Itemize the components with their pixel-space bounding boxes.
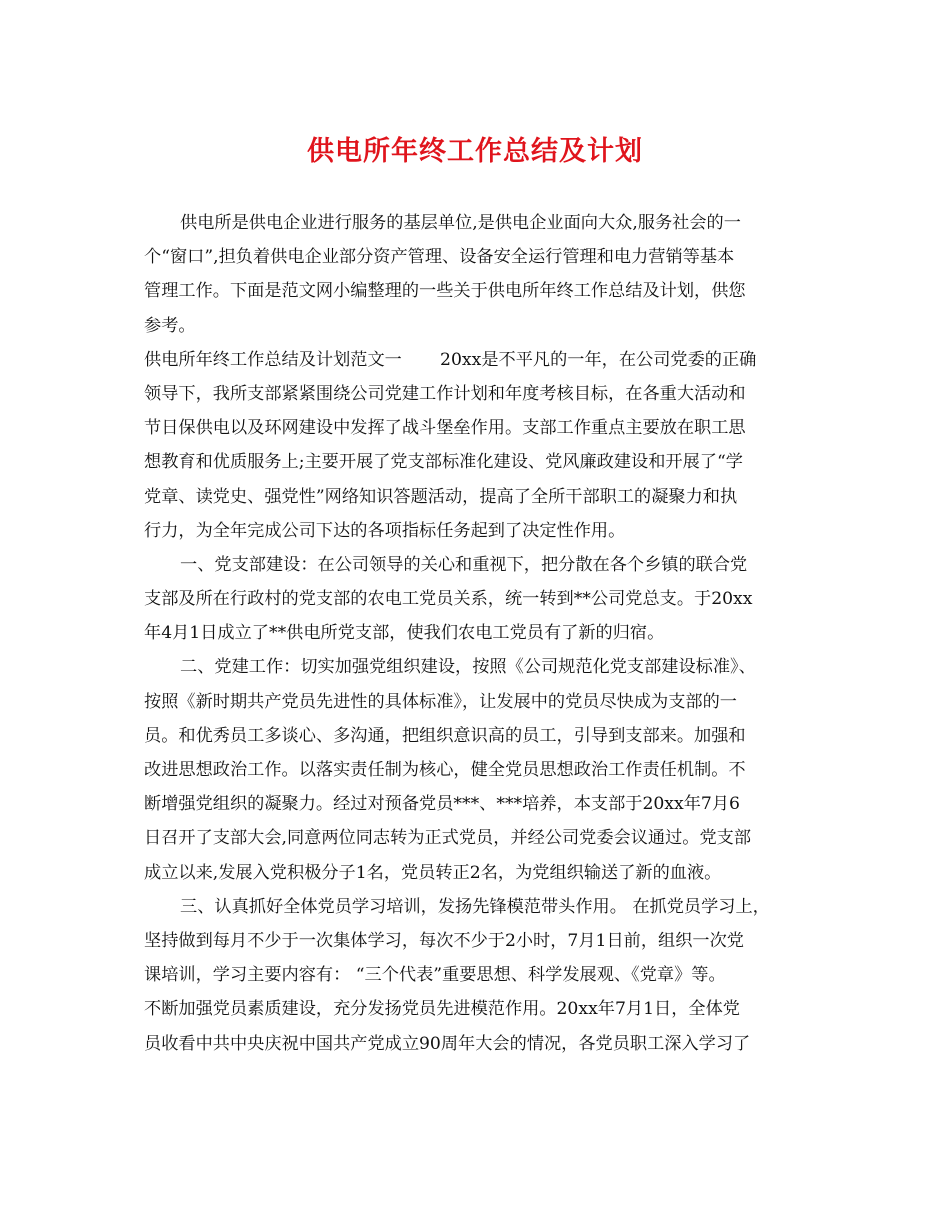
paragraph-line: 断增强党组织的凝聚力。经过对预备党员***、***培养，本支部于20xx年7月6 (144, 794, 740, 815)
paragraph-line: 领导下，我所支部紧紧围绕公司党建工作计划和年度考核目标，在各重大活动和 (144, 383, 746, 404)
paragraph-line: 不断加强党员素质建设，充分发扬党员先进模范作用。20xx年7月1日，全体党 (144, 999, 740, 1020)
paragraph-line: 个“窗口”,担负着供电企业部分资产管理、设备安全运行管理和电力营销等基本 (144, 247, 735, 268)
paragraph-line: 改进思想政治工作。以落实责任制为核心，健全党员思想政治工作责任机制。不 (144, 760, 746, 780)
paragraph-line: 供电所年终工作总结及计划范文一 20xx是不平凡的一年，在公司党委的正确 (144, 349, 757, 370)
paragraph-line: 课培训，学习主要内容有： “三个代表”重要思想、科学发展观、《党章》等。 (144, 965, 726, 986)
paragraph-line: 供电所是供电企业进行服务的基层单位,是供电企业面向大众,服务社会的一 (180, 213, 741, 233)
paragraph-line: 员收看中共中央庆祝中国共产党成立90周年大会的情况，各党员职工深入学习了 (144, 1033, 751, 1054)
paragraph-line: 按照《新时期共产党员先进性的具体标准》，让发展中的党员尽快成为支部的一 (144, 691, 737, 712)
paragraph-line: 参考。 (144, 315, 196, 336)
paragraph-line: 行力，为全年完成公司下达的各项指标任务起到了决定性作用。 (144, 520, 626, 541)
paragraph-line: 一、党支部建设：在公司领导的关心和重视下，把分散在各个乡镇的联合党 (180, 554, 748, 575)
paragraph-line: 想教育和优质服务上;主要开展了党支部标准化建设、党风廉政建设和开展了“学 (144, 452, 743, 473)
document-body (144, 206, 812, 1061)
paragraph-line: 坚持做到每月不少于一次集体学习，每次不少于2小时，7月1日前，组织一次党 (144, 930, 744, 951)
paragraph-line: 年4月1日成立了**供电所党支部，使我们农电工党员有了新的归宿。 (144, 623, 665, 644)
paragraph-line: 管理工作。下面是范文网小编整理的一些关于供电所年终工作总结及计划，供您 (144, 281, 746, 302)
paragraph-line: 成立以来,发展入党积极分子1名，党员转正2名，为党组织输送了新的血液。 (144, 862, 722, 883)
paragraph-line: 党章、读党史、强党性”网络知识答题活动，提高了全所干部职工的凝聚力和执 (144, 486, 738, 507)
paragraph-line: 三、认真抓好全体党员学习培训，发扬先锋模范带头作用。 在抓党员学习上， (180, 896, 770, 917)
paragraph-line: 员。和优秀员工多谈心、多沟通，把组织意识高的员工，引导到支部来。加强和 (144, 725, 746, 746)
paragraph-line: 二、党建工作：切实加强党组织建设，按照《公司规范化党支部建设标准》、 (180, 657, 756, 678)
document-title: 供电所年终工作总结及计划 (307, 136, 643, 167)
paragraph-line: 日召开了支部大会,同意两位同志转为正式党员，并经公司党委会议通过。党支部 (144, 828, 752, 849)
paragraph-line: 节日保供电以及环网建设中发挥了战斗堡垒作用。支部工作重点主要放在职工思 (144, 418, 746, 439)
paragraph-line: 支部及所在行政村的党支部的农电工党员关系，统一转到**公司党总支。于20xx (144, 589, 753, 610)
